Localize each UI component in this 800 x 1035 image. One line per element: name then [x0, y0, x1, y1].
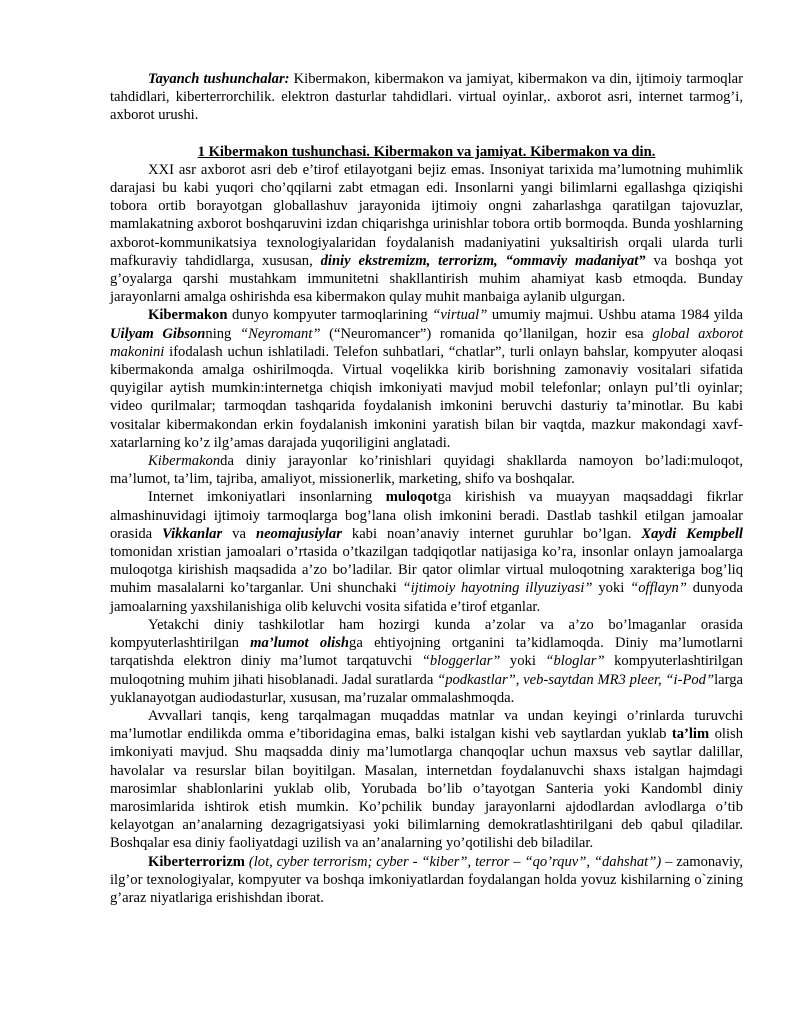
term-kibermakon: Kibermakon — [148, 307, 228, 324]
keywords-paragraph — [110, 70, 743, 125]
paragraph-1 — [110, 161, 743, 307]
paragraph-5-text: ga ehtiyojning ortganini ta’kidlamoqda. Diniy ma’lumotlarni tarqatishda elektron diniy ma’lumot tarqatuvchi — [110, 635, 743, 670]
paragraph-4-text: yoki — [592, 580, 631, 597]
name-gibson: Uilyam Gibson — [110, 325, 206, 342]
paragraph-7 — [110, 853, 743, 908]
paragraph-2-text: ning — [205, 325, 240, 342]
paragraph-2 — [110, 306, 743, 452]
paragraph-4-text: tomonidan xristian jamoalari o’rtasida o’tkazilgan tadqiqotlar natijasiga ko’ra, insonlar onlayn jamoalarga muloqotga kirishish maqsadida a’zo bo’ladilar. Bir qator olimlar virtual muloqotning xarakteriga bog’liq muhim masalalarni ko’targanlar. Uni shunchaki — [110, 544, 743, 597]
paragraph-2-text: dunyo kompyuter tarmoqlarining — [227, 307, 433, 324]
term-bloggerlar: “bloggerlar” — [421, 653, 501, 670]
paragraph-1-text: XXI asr axborot asri deb e’tirof etilayotgani bejiz emas. Insoniyat tarixida ma’lumotning muhimlik darajasi bu kabi yuqori cho’qqilarni zabt etmagan edi. Insonlarni yangi bilimlarni egallashga qiziqishi tobora ortib borayotgan globallashuv jarayonida ijtimoiy ongni zaharlashga qaratilgan tajovuzlar, mamlakatning axborot boshqaruvini izdan chiqarishga urinishlar tobora ortib bormoqda. Bunda yoshlarning axborot-kommunikatsiya texnologiyalaridan foydalanish madaniyatini yuksaltirish orqali ularda turli mafkuraviy tahdidlarga, xususan, — [110, 161, 743, 269]
term-neomajusiylar: neomajusiylar — [255, 525, 342, 542]
paragraph-4-text-end: dunyoda jamoalarning yaxshilanishiga olib keluvchi vosita sifatida e’tirof etganlar. — [110, 580, 743, 615]
term-global-axborot: global axborot makonini — [110, 325, 744, 360]
spacer — [110, 125, 743, 143]
paragraph-2-text: (“Neuromancer”) romanida qo’llanilgan, hozir esa — [320, 325, 653, 342]
term-virtual: “virtual” — [432, 307, 488, 324]
term-talim: ta’lim — [671, 726, 710, 743]
term-bloglar: “bloglar” — [545, 653, 605, 670]
term-podkastlar: “podkastlar”, veb-saytdan MR3 pleer, “i-Pod” — [437, 671, 715, 688]
keywords-text: Kibermakon, kibermakon va jamiyat, kibermakon va din, ijtimoiy tarmoqlar tahdidlari, kiberterrorchilik. elektron dasturlar tahdidlari. virtual oyinlar,. axborot asri, internet tarmog’i, axborot urushi. — [110, 71, 743, 124]
paragraph-4-text: kabi noan’anaviy internet guruhlar bo’lgan. — [341, 525, 642, 542]
paragraph-4-text: Internet imkoniyatlari insonlarning — [148, 489, 386, 506]
paragraph-7-text: zamonaviy, ilg’or texnologiyalar, kompyuter va boshqa imkoniyatlardan foydalangan holda yovuz kishilarning o`zining g’araz niyatlariga erishishdan iborat. — [110, 853, 744, 906]
paragraph-5-text: yoki — [500, 653, 546, 670]
paragraph-4-text: va — [222, 525, 256, 542]
paragraph-1-emphasis: diniy ekstremizm, terrorizm, “ommaviy madaniyat” — [320, 252, 646, 269]
paragraph-2-text: umumiy majmui. Ushbu atama 1984 yilda — [487, 307, 743, 324]
quote-illyuziya: “ijtimoiy hayotning illyuziyasi” — [402, 580, 593, 597]
section-heading: 1 Kibermakon tushunchasi. Kibermakon va jamiyat. Kibermakon va din. — [197, 143, 656, 160]
title-neyromant: “Neyromant” — [239, 325, 321, 342]
paragraph-5 — [110, 616, 743, 707]
paragraph-5-text: kompyuterlashtirilgan muloqotning muhim jihati hisoblanadi. Jadal suratlarda — [110, 653, 743, 688]
paragraph-5-text: Yetakchi diniy tashkilotlar ham hozirgi kunda a’zolar va a’zo bo’lmaganlar orasida kompyuterlashtirilgan — [110, 616, 743, 652]
name-kempbell: Xaydi Kempbell — [641, 525, 743, 542]
paragraph-3-text: da diniy jarayonlar ko’rinishlari quyidagi shakllarda namoyon bo’ladi:muloqot, ma’lumot, ta’lim, tajriba, amaliyot, missionerlik, marketing, shifo va boshqalar. — [110, 453, 743, 488]
paragraph-5-text-end: larga yuklanayotgan audiodasturlar, xususan, ma’ruzalar ommalashmoqda. — [110, 671, 743, 706]
paragraph-6-text-end: olish imkoniyati mavjud. Shu maqsadda diniy ma’lumotlarga chanqoqlar uchun maxsus veb saytlar dalillar, havolalar va resurslar bilan boyitilgan. Masalan, internetdan foydalanuvchi shaxs istalgan hajmdagi marosimlar shablonlarini yuklab olib, Yorubada bo’lib o’tayotgan Santeria yoki Kandombl diniy marosimlarida ishtirok etish mumkin. Ko’pchilik bunday jarayonlarni ajdodlardan avlodlarga o’tib kelayotgan an’analarning dezagrigatsiyasi yoki bilimlarning demokratlashtirilgani deb qabul qiladilar. Boshqalar esa diniy faoliyatdagi uzilish va an’analarning yo’qotilishi deb biladilar. — [110, 726, 743, 852]
term-muloqot: muloqot — [385, 489, 438, 506]
paragraph-4-text: ga kirishish va muayyan maqsaddagi fikrlar almashinuvidagi ijtimoiy tarmoqlarga bog’lana olish imkonini beradi. Dastlab tashkil etilgan jamoalar orasida — [110, 489, 743, 542]
term-kibermakon-italic: Kibermakon — [148, 453, 221, 470]
paragraph-1-text-end: va boshqa yot g’oyalarga qarshi mustahkam immunitetni shakllantirish muhim ahamiyat kasb etmoqda. Bunday jarayonlarni amalga oshirishda esa kibermakon qulay muhit manbaiga aylanib ulgurgan. — [110, 252, 743, 306]
paragraph-3 — [110, 452, 743, 488]
term-kiberterrorizm: Kiberterrorizm — [148, 853, 245, 870]
paragraph-6-text: Avvallari tanqis, keng tarqalmagan muqaddas matnlar va undan keyingi o’rinlarda turuvchi ma’lumotlar endilikda omma e’tiboridagina emas, balki istalgan kishi veb saytlardan yuklab — [110, 707, 743, 743]
paragraph-4 — [110, 488, 743, 615]
paragraph-6 — [110, 707, 743, 853]
term-malumot-olish: ma’lumot olish — [250, 635, 350, 652]
paragraph-2-text-end: ifodalash uchun ishlatiladi. Telefon suhbatlari, “chatlar”, turli onlayn bahslar, kompyuter aloqasi kibermakonda amalga oshirilmoqda. Virtual voqelikka kirib borishning zamonaviy vositalari sifatida quyigilar aytish mumkin:internetga chiqish imkoniyati mavjud mobil telefonlar; onlayn pul’tli oyinlar; video qurilmalar; tarmoqdan tashqarida foydalanish imkonini beruvchi dasturiy ta’minotlar. Bu kabi vositalar kibermakondan erkin foydalanish imkonini yaratish bilan bir vaqtda, mazkur makondagi xavf-xatarlarning ko’z ilg’amas darajada yuqoriligini anglatadi. — [110, 343, 743, 451]
term-vikkanlar: Vikkanlar — [162, 525, 223, 542]
keywords-label: Tayanch tushunchalar: — [148, 71, 290, 87]
document-page — [110, 70, 743, 907]
term-etymology: (lot, cyber terrorism; cyber - “kiber”, terror – “qo’rquv”, “dahshat”) – — [244, 853, 673, 870]
term-offlayn: “offlayn” — [630, 580, 687, 597]
